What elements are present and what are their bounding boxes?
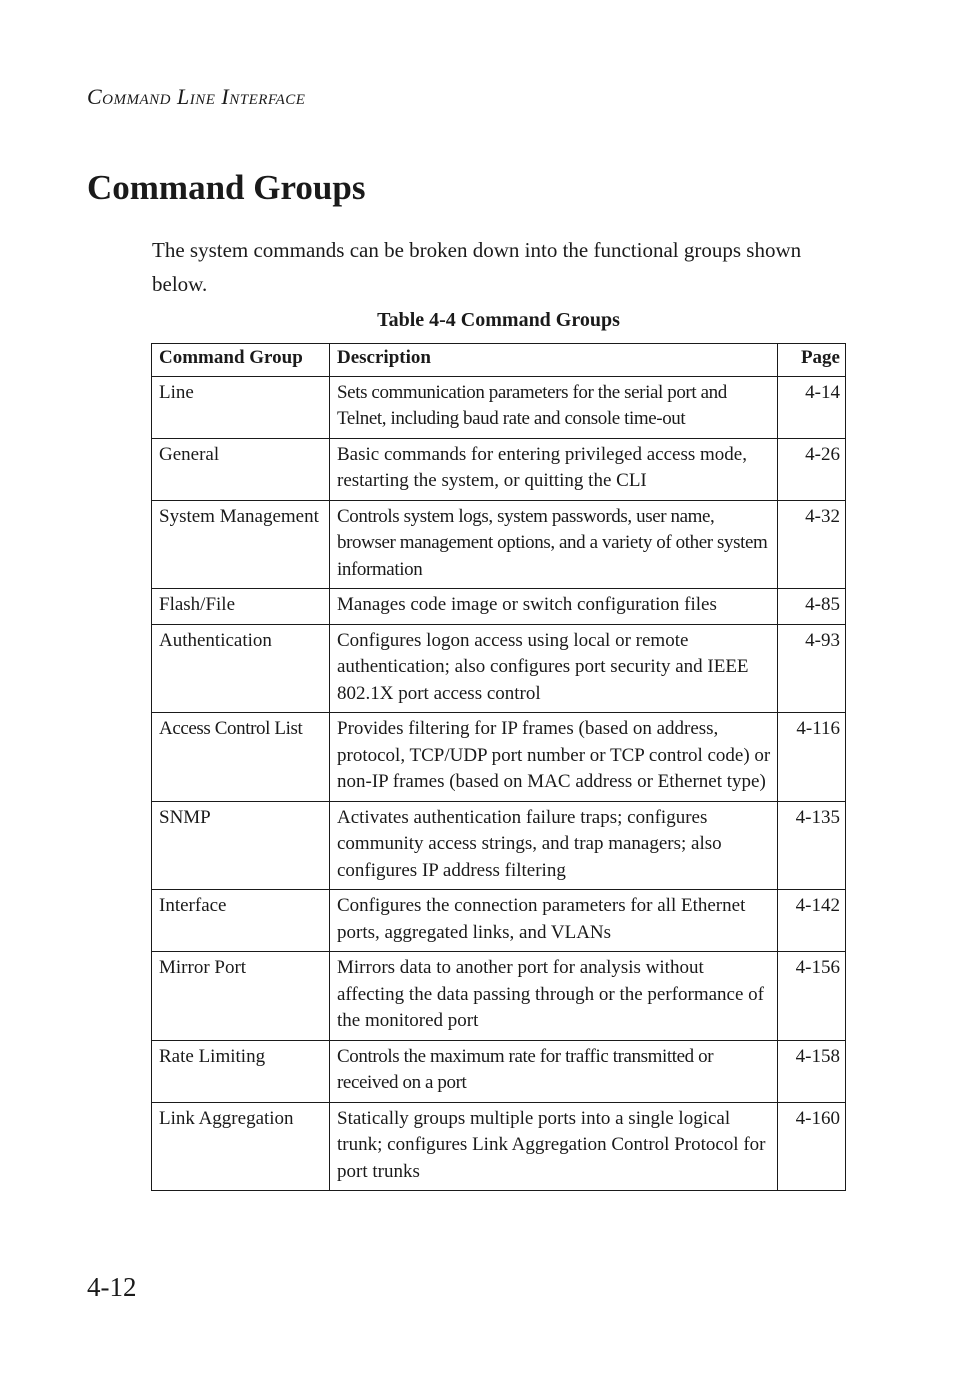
- cell-group: Authentication: [152, 624, 330, 713]
- cell-group: Flash/File: [152, 589, 330, 625]
- table-row: [152, 713, 846, 802]
- cell-description: Sets communication parameters for the serial port and Telnet, including baud rate and console time-out: [330, 376, 778, 438]
- table-row: [152, 1040, 846, 1102]
- cell-group: Rate Limiting: [152, 1040, 330, 1102]
- table-row: [152, 438, 846, 500]
- cell-description: Configures logon access using local or remote authentication; also configures port security and IEEE 802.1X port access control: [330, 624, 778, 713]
- column-header-description: Description: [330, 344, 778, 377]
- cell-description: Configures the connection parameters for all Ethernet ports, aggregated links, and VLANs: [330, 890, 778, 952]
- running-header: Command Line Interface: [87, 84, 306, 109]
- cell-page: 4-14: [778, 376, 846, 438]
- cell-page: 4-26: [778, 438, 846, 500]
- cell-description: Controls the maximum rate for traffic transmitted or received on a port: [330, 1040, 778, 1102]
- table-row: [152, 952, 846, 1041]
- intro-paragraph: The system commands can be broken down into the functional groups shown below.: [152, 238, 802, 296]
- table-caption: Table 4-4 Command Groups: [377, 309, 620, 331]
- cell-page: 4-116: [778, 713, 846, 802]
- cell-group: Line: [152, 376, 330, 438]
- page-number: 4-12: [87, 1272, 137, 1302]
- table-row: [152, 500, 846, 589]
- cell-description: Provides filtering for IP frames (based on address, protocol, TCP/UDP port number or TCP control code) or non-IP frames (based on MAC address or Ethernet type): [330, 713, 778, 802]
- cell-group: Link Aggregation: [152, 1102, 330, 1191]
- table-row: [152, 1102, 846, 1191]
- section-title: Command Groups: [87, 168, 366, 207]
- cell-page: 4-135: [778, 801, 846, 890]
- cell-description: Basic commands for entering privileged access mode, restarting the system, or quitting the CLI: [330, 438, 778, 500]
- cell-description: Manages code image or switch configuration files: [330, 589, 778, 625]
- cell-description: Activates authentication failure traps; configures community access strings, and trap managers; also configures IP address filtering: [330, 801, 778, 890]
- cell-description: Controls system logs, system passwords, user name, browser management options, and a variety of other system information: [330, 500, 778, 589]
- cell-page: 4-156: [778, 952, 846, 1041]
- column-header-page: Page: [778, 344, 846, 377]
- cell-group: Access Control List: [152, 713, 330, 802]
- cell-group: SNMP: [152, 801, 330, 890]
- cell-description: Statically groups multiple ports into a single logical trunk; configures Link Aggregation Control Protocol for port trunks: [330, 1102, 778, 1191]
- cell-page: 4-142: [778, 890, 846, 952]
- column-header-group: Command Group: [152, 344, 330, 377]
- command-groups-table: [151, 343, 846, 1191]
- cell-page: 4-158: [778, 1040, 846, 1102]
- cell-page: 4-160: [778, 1102, 846, 1191]
- table-row: [152, 801, 846, 890]
- cell-page: 4-32: [778, 500, 846, 589]
- cell-page: 4-85: [778, 589, 846, 625]
- cell-description: Mirrors data to another port for analysis without affecting the data passing through or the performance of the monitored port: [330, 952, 778, 1041]
- cell-page: 4-93: [778, 624, 846, 713]
- table-row: [152, 589, 846, 625]
- table-row: [152, 890, 846, 952]
- table-row: [152, 376, 846, 438]
- cell-group: Interface: [152, 890, 330, 952]
- cell-group: Mirror Port: [152, 952, 330, 1041]
- cell-group: System Management: [152, 500, 330, 589]
- table-row: [152, 624, 846, 713]
- cell-group: General: [152, 438, 330, 500]
- table-header-row: [152, 344, 846, 377]
